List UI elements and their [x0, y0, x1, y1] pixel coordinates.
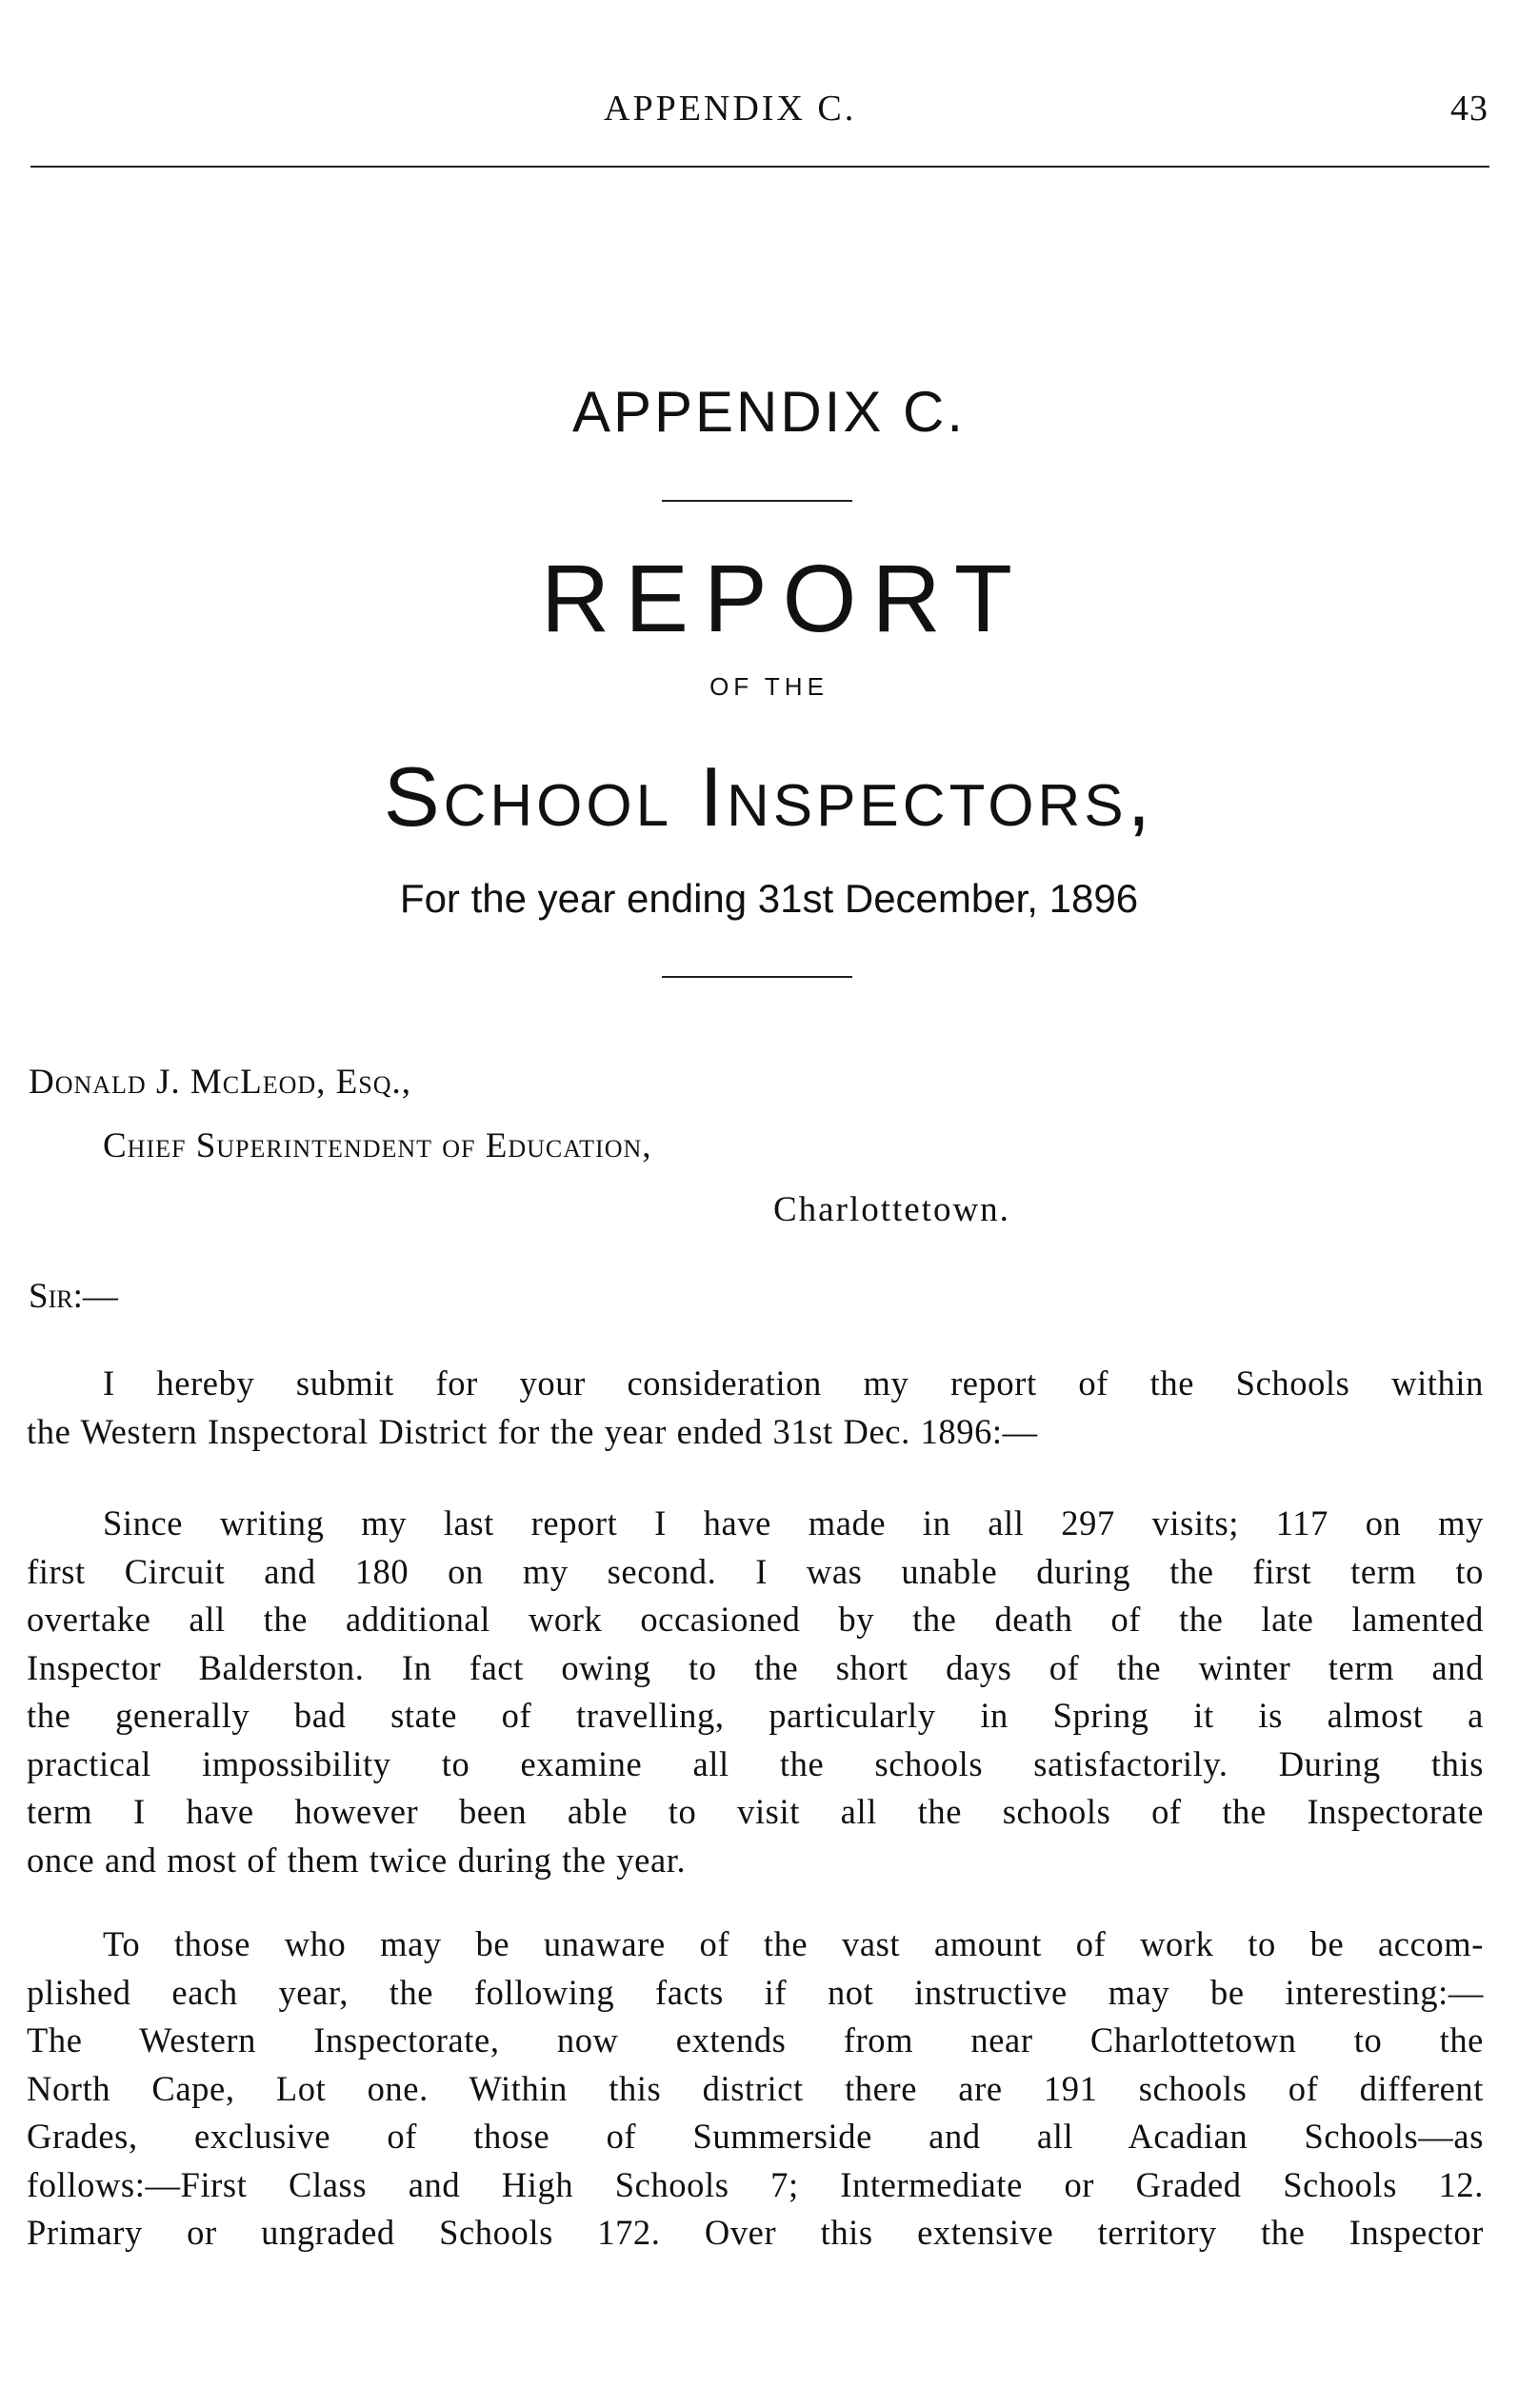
- salutation: Sir:—: [29, 1277, 118, 1316]
- report-subtitle-connector: OF THE: [709, 672, 829, 701]
- text-line: first Circuit and 180 on my second. I was unable during the first term to: [27, 1551, 1484, 1591]
- text-line: practical impossibility to examine all the schools satisfactorily. During this: [27, 1743, 1484, 1783]
- header-rule: [30, 166, 1489, 168]
- report-subject-title: School Inspectors,: [383, 749, 1155, 844]
- text-line: the generally bad state of travelling, particularly in Spring it is almost a: [27, 1696, 1484, 1735]
- text-line: overtake all the additional work occasioned by the death of the late lamented: [27, 1600, 1484, 1639]
- addressee-location: Charlottetown.: [773, 1190, 1010, 1229]
- addressee-name: Donald J. McLeod, Esq.,: [29, 1063, 411, 1102]
- body-paragraph: [27, 1500, 1484, 1884]
- text-line: The Western Inspectorate, now extends from near Charlottetown to the: [27, 2020, 1484, 2060]
- body-paragraph: [27, 1360, 1484, 1456]
- section-divider: [662, 976, 852, 978]
- report-title: REPORT: [541, 546, 1028, 652]
- text-line: once and most of them twice during the year.: [27, 1840, 687, 1880]
- text-line: plished each year, the following facts if not instructive may be interesting:—: [27, 1972, 1484, 2012]
- body-paragraph: [27, 1920, 1484, 2258]
- text-line: North Cape, Lot one. Within this district there are 191 schools of different: [27, 2068, 1484, 2108]
- text-line: the Western Inspectoral District for the year ended 31st Dec. 1896:—: [27, 1411, 1038, 1451]
- text-line: Since writing my last report I have made in all 297 visits; 117 on my: [103, 1503, 1484, 1542]
- text-line: Inspector Balderston. In fact owing to the short days of the winter term and: [27, 1647, 1484, 1687]
- page-number: 43: [1450, 89, 1488, 129]
- text-line: Primary or ungraded Schools 172. Over this extensive territory the Inspector: [27, 2213, 1484, 2252]
- text-line: To those who may be unaware of the vast amount of work to be accom-: [103, 1924, 1484, 1963]
- addressee-title: Chief Superintendent of Education,: [103, 1126, 652, 1165]
- text-line: follows:—First Class and High Schools 7; Intermediate or Graded Schools 12.: [27, 2164, 1484, 2204]
- text-line: term I have however been able to visit all the schools of the Inspectorate: [27, 1792, 1484, 1831]
- report-period: For the year ending 31st December, 1896: [399, 876, 1139, 921]
- running-head-title: APPENDIX C.: [604, 89, 857, 129]
- title-divider: [662, 500, 852, 502]
- appendix-title: APPENDIX C.: [571, 380, 967, 444]
- text-line: I hereby submit for your consideration my report of the Schools within: [103, 1363, 1484, 1403]
- text-line: Grades, exclusive of those of Summerside and all Acadian Schools—as: [27, 2117, 1484, 2156]
- running-head: [0, 88, 1538, 145]
